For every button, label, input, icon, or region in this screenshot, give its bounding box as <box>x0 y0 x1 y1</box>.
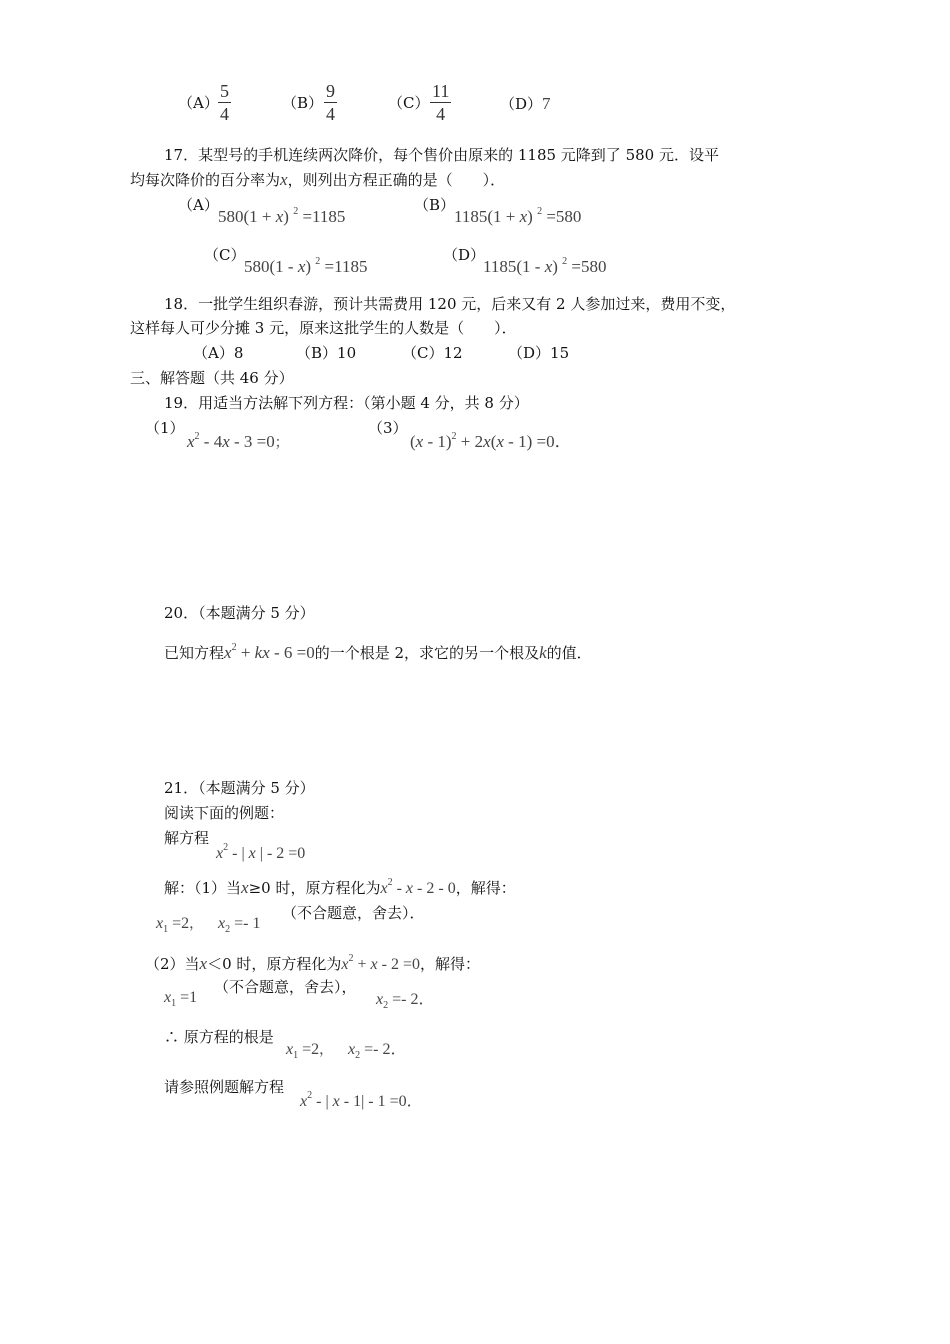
q21-sol1-x1: $x_1 =2$， <box>156 915 204 935</box>
q16-a-label: （A） <box>178 94 219 112</box>
q19-p3-label: （3） <box>368 419 408 437</box>
q21-solution2: （2）当x＜0 时，原方程化为$x^2 + x - 2 =0$，解得： <box>145 953 481 973</box>
q21-sol2-note: （不合题意，舍去）， <box>214 978 357 996</box>
q17-option-d <box>443 246 607 276</box>
q19-title: 19．用适当方法解下列方程：（第小题 4 分，共 8 分） <box>164 394 529 412</box>
q17-c-label: （C） <box>204 246 246 264</box>
q16-option-d <box>500 94 551 114</box>
section3-title: 三、解答题（共 46 分） <box>130 369 294 387</box>
q17-line2-text: 均每次降价的百分率为 <box>130 171 281 189</box>
q21-solution1: 解：（1）当x≥0 时，原方程化为$x^2$ - x - 2 - 0，解得： <box>164 877 516 897</box>
q20-text-b: 的一个根是 2，求它的另一个根及 <box>314 644 540 662</box>
q21-sol1-x2: $x_2 =- 1$ <box>218 915 261 935</box>
q16-a-numerator: 5 <box>220 81 229 101</box>
q17-option-b <box>414 196 582 226</box>
q16-a-denominator: 4 <box>220 104 229 124</box>
q17-d-equation: 1185(1 - x) $^2$ =580 <box>483 256 607 276</box>
q21-sol1-note: （不合题意，舍去）． <box>282 904 425 922</box>
q20-text <box>164 642 592 663</box>
q18-line1: 18．一批学生组织春游，预计共需费用 120 元，后来又有 2 人参加过来，费用不变， <box>164 295 736 313</box>
q20-var-k: k <box>539 643 547 662</box>
q21-read: 阅读下面的例题： <box>164 804 285 822</box>
q18-option-c: （C）12 <box>402 344 463 362</box>
q16-b-fraction <box>324 80 337 125</box>
q20-text-a: 已知方程 <box>164 644 225 662</box>
q21-title: 21．（本题满分 5 分） <box>164 779 315 797</box>
q21-root-x2: $x_2 =- 2$． <box>348 1041 407 1061</box>
q16-c-denominator: 4 <box>436 104 446 124</box>
q17-d-label: （D） <box>443 246 486 264</box>
q21-sol2-equation: $x^2 + x - 2 =0$ <box>341 953 421 973</box>
q17-a-equation: 580(1 + x) $^2$ =1185 <box>218 206 346 226</box>
q21-sol2-x2: $x_2 =- 2$． <box>376 991 435 1011</box>
q16-c-fraction <box>430 80 451 125</box>
q21-roots <box>164 1028 407 1061</box>
q18-option-d: （D）15 <box>508 344 570 362</box>
q21-solve-label: 解方程 <box>164 829 210 847</box>
q21-task-label: 请参照例题解方程 <box>164 1078 285 1096</box>
q19-part3 <box>368 419 572 451</box>
q21-roots-label: ∴ 原方程的根是 <box>164 1028 274 1046</box>
q16-b-denominator: 4 <box>326 104 335 124</box>
q17-option-c <box>204 246 368 276</box>
q18-option-b: （B）10 <box>296 344 357 362</box>
q17-b-equation: 1185(1 + x) $^2$ =580 <box>454 206 582 226</box>
q17-option-a <box>178 196 346 226</box>
q21-root-x1: $x_1 =2$， <box>286 1041 334 1061</box>
q19-part1 <box>145 419 289 451</box>
q17-c-equation: 580(1 - x) $^2$ =1185 <box>244 256 368 276</box>
q16-b-label: （B） <box>282 94 324 112</box>
q19-p1-equation: $x^2 - 4x - 3 =0$； <box>187 431 289 451</box>
q21-solve <box>164 829 306 862</box>
q16-c-numerator: 11 <box>432 81 450 101</box>
q16-b-numerator: 9 <box>326 81 335 101</box>
q18-option-a: （A）8 <box>193 344 244 362</box>
q17-line2-tail: ，则列出方程正确的是（ ）． <box>287 171 506 189</box>
q21-task-equation: $x^2$ - | x - 1| - 1 =0． <box>300 1090 423 1110</box>
q18-line2: 这样每人可少分摊 3 元，原来这批学生的人数是（ ）． <box>130 319 517 337</box>
q20-equation: $x^2$ + kx - 6 =0 <box>224 642 315 662</box>
q17-line2 <box>130 170 505 190</box>
q16-d-value: 7 <box>542 94 551 113</box>
q16-a-fraction <box>218 80 231 125</box>
q21-task <box>164 1078 423 1110</box>
q21-sol2-x1: $x_1 =1$ <box>164 989 198 1009</box>
q16-c-label: （C） <box>388 94 430 112</box>
q19-p1-label: （1） <box>145 419 185 437</box>
q20-text-c: 的值． <box>546 644 592 662</box>
q21-sol1-equation: $x^2$ - x - 2 - 0 <box>380 877 456 897</box>
q19-p3-equation: (x - 1)$^2$ + 2x(x - 1) =0． <box>410 431 572 451</box>
q16-d-label: （D） <box>500 95 543 113</box>
q17-line1: 17．某型号的手机连续两次降价，每个售价由原来的 1185 元降到了 580 元．设平 <box>164 146 719 164</box>
q21-example-equation: $x^2$ - | x | - 2 =0 <box>216 842 306 862</box>
q17-var-x: x <box>280 170 288 189</box>
q20-title: 20．（本题满分 5 分） <box>164 604 315 622</box>
q17-b-label: （B） <box>414 196 456 214</box>
q17-a-label: （A） <box>178 196 219 214</box>
